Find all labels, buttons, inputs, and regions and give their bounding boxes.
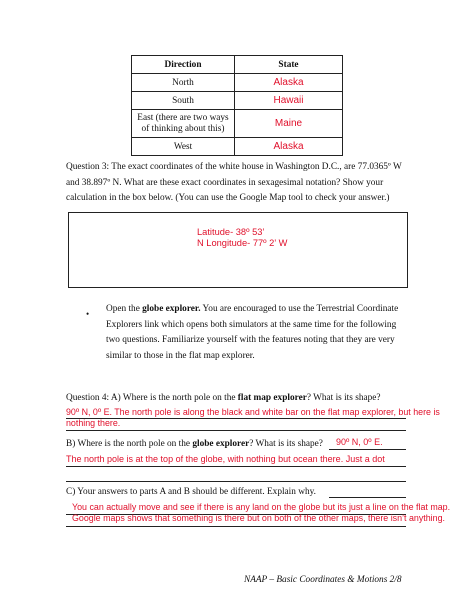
- bullet-dot: •: [86, 309, 90, 319]
- question-4c-text: C) Your answers to parts A and B should be different. Explain why.: [66, 487, 316, 497]
- direction-cell: South: [132, 92, 235, 110]
- direction-state-table: [131, 55, 343, 156]
- table-row: [132, 138, 343, 156]
- direction-cell: North: [132, 74, 235, 92]
- state-cell: Hawaii: [235, 92, 343, 110]
- instructions-post: You are encouraged to use the Terrestrial Coordinate Explorers link which opens both simulators at the same time for the following two questions. Familiarize yourself with the features noting that they are very similar to those in the flat map explorer.: [106, 304, 399, 361]
- answer-4b-inline[interactable]: 90º N, 0º E.: [336, 437, 383, 447]
- answer-4c[interactable]: You can actually move and see if there is any land on the globe but its just a line on the flat map. Google maps shows that something is there but on both of the other maps, there isn’t anything.: [72, 502, 451, 523]
- q4b-post: ? What is its shape?: [249, 439, 323, 449]
- state-cell: Alaska: [235, 138, 343, 156]
- q4b-pre: B) Where is the north pole on the: [66, 439, 193, 449]
- answer-4b[interactable]: The north pole is at the top of the globe, with nothing but ocean there. Just a dot: [66, 454, 385, 464]
- globe-explorer-instructions: [106, 302, 411, 364]
- question-3-text: Question 3: The exact coordinates of the white house in Washington D.C., are 77.0365º W and 38.897º N. What are these exact coordinates in sexagesimal notation? Show your calculation in the box below. (You can use the Google Map tool to check your answer.): [66, 162, 402, 204]
- q4a-bold: flat map explorer: [237, 393, 307, 403]
- page-footer: NAAP – Basic Coordinates & Motions 2/8: [244, 575, 402, 585]
- answer-box[interactable]: [68, 212, 408, 288]
- q4a-post: ? What is its shape?: [306, 393, 381, 403]
- answer-line-4a-2: [66, 430, 406, 431]
- instructions-bold: globe explorer.: [142, 304, 201, 314]
- answer-latitude: Latitude- 38º 53’: [197, 227, 265, 237]
- table-header-direction: Direction: [132, 56, 235, 74]
- state-cell: Alaska: [235, 74, 343, 92]
- q4a-pre: Question 4: A) Where is the north pole on the: [66, 393, 238, 403]
- table-header-state: State: [235, 56, 343, 74]
- answer-line-4c-2: [66, 526, 406, 527]
- answer-4a[interactable]: 90º N, 0º E. The north pole is along the black and white bar on the flat map explorer, but here is nothing there.: [66, 407, 440, 428]
- answer-line-4b-2: [66, 481, 406, 482]
- direction-cell: West: [132, 138, 235, 156]
- table-row: [132, 92, 343, 110]
- table-row: [132, 110, 343, 138]
- answer-line-4c-inline: [329, 497, 406, 498]
- answer-line-4b: [66, 466, 406, 467]
- answer-longitude: N Longitude- 77º 2’ W: [197, 238, 288, 248]
- table-row: [132, 74, 343, 92]
- direction-cell: East (there are two ways of thinking about this): [132, 110, 235, 138]
- question-4b-text: [66, 437, 323, 453]
- state-cell: Maine: [235, 110, 343, 138]
- answer-line-4b-inline: [329, 449, 406, 450]
- q4b-bold: globe explorer: [192, 439, 250, 449]
- instructions-pre: Open the: [106, 304, 143, 314]
- question-4a-text: [66, 391, 411, 407]
